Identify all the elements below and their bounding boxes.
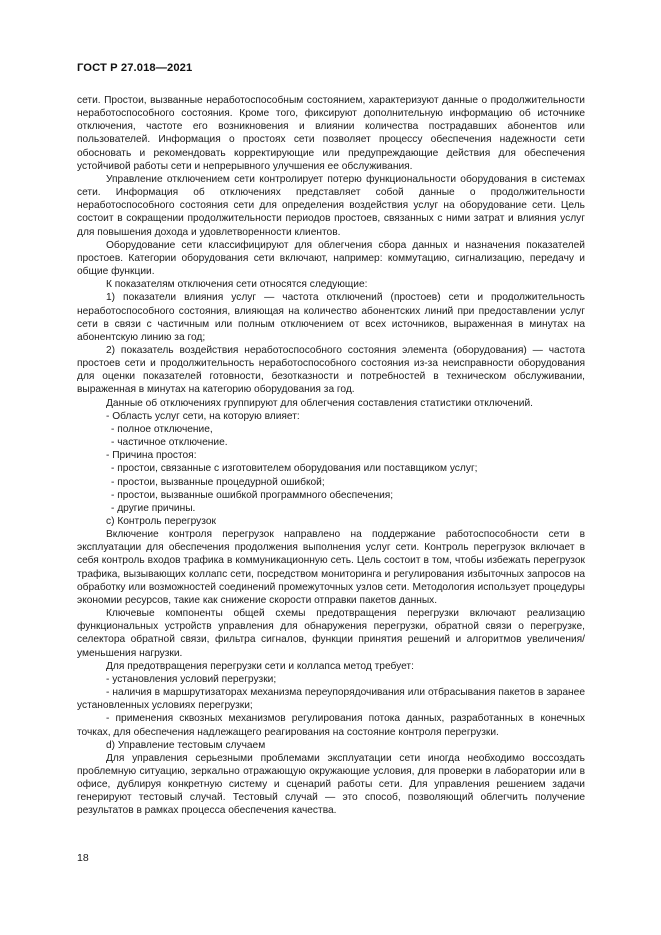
list-item: - полное отключение, bbox=[111, 423, 213, 435]
paragraph: Данные об отключениях группируют для облегчения составления статистики отключений. bbox=[106, 397, 533, 409]
list-item: - установления условий перегрузки; bbox=[106, 673, 277, 685]
list-item: - простои, вызванные процедурной ошибкой; bbox=[111, 476, 325, 488]
paragraph: Оборудование сети классифицируют для облегчения сбора данных и назначения показателей простоев. Категории оборудования сети включают, например: коммутацию, сигнализацию, передачу и общие функции. bbox=[77, 239, 585, 278]
list-item: - Причина простоя: bbox=[106, 450, 197, 462]
list-item: - наличия в маршрутизаторах механизма переупорядочивания или отбрасывания пакетов в заранее установленных условиях перегрузки; bbox=[77, 687, 585, 712]
list-item: - Область услуг сети, на которую влияет: bbox=[106, 410, 300, 422]
paragraph: сети. Простои, вызванные неработоспособным состоянием, характеризуют данные о продолжительности неработоспособного состояния. Кроме того, фиксируют дополнительную информацию об источнике отключения, частоте его возникновения и влиянии количества пострадавших абонентов или пользователей. Информация о простоях сети позволяет процессу обеспечения надежности сети обосновать и рекомендовать корректирующие или предупреждающие действия для обеспечения устойчивой работы сети и непрерывного улучшения ее обслуживания. bbox=[77, 95, 585, 172]
paragraph: Для управления серьезными проблемами эксплуатации сети иногда необходимо воссоздать проблемную ситуацию, зеркально отражающую окружающие условия, для проверки в лаборатории или в офисе, дублируя конкретную систему и сценарий работы сети. Для управления решением задачи генерируют тестовый случай. Тестовый случай — это способ, позволяющий облегчить получение результатов в рамках процесса обеспечения качества. bbox=[77, 752, 585, 817]
paragraph: К показателям отключения сети относятся следующие: bbox=[106, 279, 368, 291]
list-item: - применения сквозных механизмов регулирования потока данных, разработанных в конечных точках, для обеспечения надлежащего реагирования на состояние контроля перегрузки. bbox=[77, 713, 585, 738]
body-text bbox=[77, 94, 585, 818]
paragraph: Управление отключением сети контролирует потерю функциональности оборудования в системах сети. Информация об отключениях представляет собой данные о продолжительности неработоспособного состояния сети для определения воздействия услуг на оборудование сети. Цель состоит в сокращении продолжительности периодов простоев, связанных с ними затрат и влияния услуг для повышения дохода и удовлетворенности клиентов. bbox=[77, 173, 585, 238]
list-item: 2) показатель воздействия неработоспособного состояния элемента (оборудования) — частота простоев сети и продолжительность неработоспособного состояния из-за неисправности оборудования для оценки показателей готовности, безотказности и потребностей в техническом обслуживании, выраженная в минутах на категорию оборудования за год. bbox=[77, 344, 585, 396]
list-item: - другие причины. bbox=[111, 502, 196, 514]
page-number: 18 bbox=[77, 852, 89, 864]
paragraph: Для предотвращения перегрузки сети и коллапса метод требует: bbox=[106, 660, 414, 672]
document-header: ГОСТ Р 27.018—2021 bbox=[77, 62, 193, 74]
list-item: - простои, связанные с изготовителем оборудования или поставщиком услуг; bbox=[111, 463, 478, 475]
paragraph: Включение контроля перегрузок направлено на поддержание работоспособности сети в эксплуатации для обеспечения продолжения выполнения услуг сети. Контроль перегрузок включает в себя контроль входов трафика в коммуникационную сеть. Цель состоит в том, чтобы избежать перегрузок трафика, вызывающих коллапс сети, посредством мониторинга и регулирования избыточных запросов на обработку или возможностей соединений промежуточных узлов сети. Методология использует процедуры экономии ресурсов, такие как снижение скорости отправки пакетов данных. bbox=[77, 529, 585, 606]
section-heading: d) Управление тестовым случаем bbox=[106, 739, 266, 751]
list-item: - частичное отключение. bbox=[111, 437, 228, 449]
list-item: - простои, вызванные ошибкой программного обеспечения; bbox=[111, 489, 394, 501]
list-item: 1) показатели влияния услуг — частота отключений (простоев) сети и продолжительность неработоспособного состояния, влияющая на количество абонентских линий при предоставлении услуг сети в связи с частичным или полным отключением от всех источников, выраженная в минутах на абонентскую линию за год; bbox=[77, 292, 585, 343]
paragraph: Ключевые компоненты общей схемы предотвращения перегрузки включают реализацию функциональных устройств управления для обнаружения перегрузки, обратной связи о перегрузке, селектора обратной связи, фильтра сигналов, функции принятия решений и алгоритмов увеличения/уменьшения нагрузки. bbox=[77, 608, 585, 659]
section-heading: с) Контроль перегрузок bbox=[106, 516, 216, 527]
